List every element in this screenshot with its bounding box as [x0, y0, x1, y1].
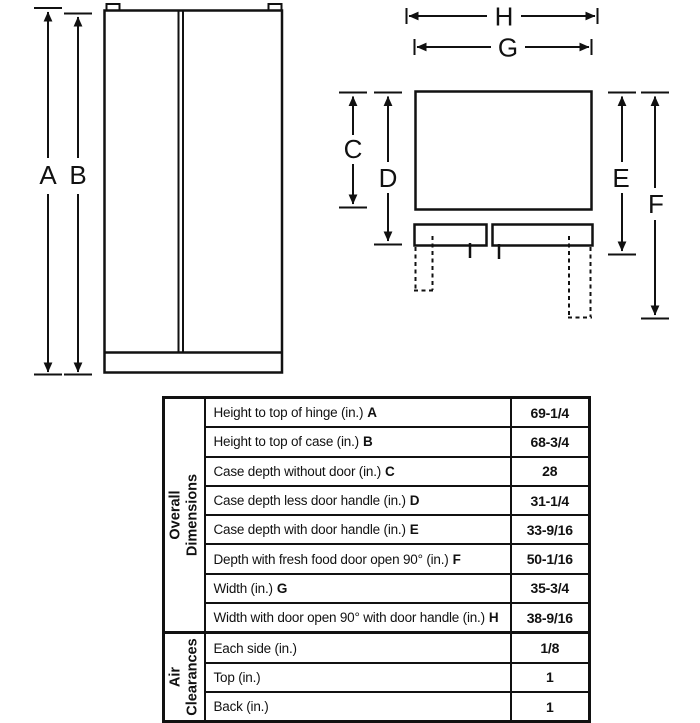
dim-line-b [64, 14, 92, 375]
dim-label-d: D [378, 163, 398, 193]
case-top-outline [416, 92, 592, 210]
row-label: Case depth without door (in.) [213, 463, 382, 479]
spec-table [162, 396, 588, 723]
section-header-line: Dimensions [184, 474, 201, 557]
fridge-front-outline [105, 4, 283, 373]
row-value: 28 [511, 457, 590, 486]
section-header-air-clearances [164, 633, 205, 722]
dim-label-e: E [612, 163, 630, 193]
row-label: Case depth with door handle (in.) [213, 522, 406, 538]
row-value: 68-3/4 [511, 427, 590, 456]
table-row [164, 544, 590, 573]
dim-label-g: G [497, 32, 519, 63]
table-row [164, 574, 590, 603]
dim-ref-letter: A [367, 405, 377, 421]
row-label: Height to top of hinge (in.) [213, 405, 364, 421]
front-view-diagram [34, 4, 282, 375]
dim-ref-letter: B [362, 434, 373, 450]
row-label: Back (in.) [213, 699, 269, 715]
top-view-diagram [339, 2, 669, 319]
dim-line-h [407, 2, 598, 32]
table-row [164, 515, 590, 544]
fresh-food-door-top [493, 225, 593, 246]
door-open-dashed-right [568, 236, 592, 318]
table-row [164, 603, 590, 633]
table-row [164, 457, 590, 486]
dim-line-f [641, 93, 669, 319]
row-label: Top (in.) [213, 669, 261, 685]
row-value: 1/8 [511, 633, 590, 663]
table-row [164, 486, 590, 515]
section-header-overall-dimensions [164, 398, 205, 633]
row-value: 33-9/16 [511, 515, 590, 544]
dim-label-c: C [343, 134, 363, 164]
dim-ref-letter: D [409, 493, 420, 509]
table-row [164, 398, 590, 428]
dim-ref-letter: E [409, 522, 419, 538]
dim-label-f: F [648, 189, 664, 219]
freezer-door-top [415, 225, 487, 246]
row-label: Height to top of case (in.) [213, 434, 359, 450]
section-header-line: Overall [167, 490, 184, 540]
section-header-line: Clearances [184, 638, 201, 717]
dim-line-g [415, 33, 592, 63]
row-label: Width with door open 90° with door handle (in.) [213, 610, 485, 626]
table-row [164, 427, 590, 456]
dim-line-a [34, 8, 62, 375]
dim-ref-letter: C [385, 463, 395, 479]
dim-ref-letter: G [276, 580, 288, 596]
fridge-case [105, 11, 283, 373]
dim-line-e [608, 93, 636, 255]
row-value: 69-1/4 [511, 398, 590, 428]
dim-ref-letter: F [452, 551, 461, 567]
row-value: 1 [511, 663, 590, 692]
row-value: 31-1/4 [511, 486, 590, 515]
dim-ref-letter: H [488, 610, 499, 626]
row-label: Width (in.) [213, 580, 273, 596]
row-label: Each side (in.) [213, 640, 297, 656]
section-header-line: Air [167, 667, 184, 688]
dim-label-h: H [494, 1, 514, 32]
row-value: 50-1/16 [511, 544, 590, 573]
table-row [164, 633, 590, 663]
row-value: 1 [511, 692, 590, 722]
row-value: 35-3/4 [511, 574, 590, 603]
row-label: Depth with fresh food door open 90° (in.) [213, 551, 449, 567]
dim-label-b: B [69, 160, 87, 190]
row-value: 38-9/16 [511, 603, 590, 633]
dim-line-d [374, 93, 402, 245]
row-label: Case depth less door handle (in.) [213, 493, 406, 509]
dim-line-c [339, 93, 367, 208]
dim-label-a: A [39, 160, 57, 190]
table-row [164, 692, 590, 722]
table-row [164, 663, 590, 692]
